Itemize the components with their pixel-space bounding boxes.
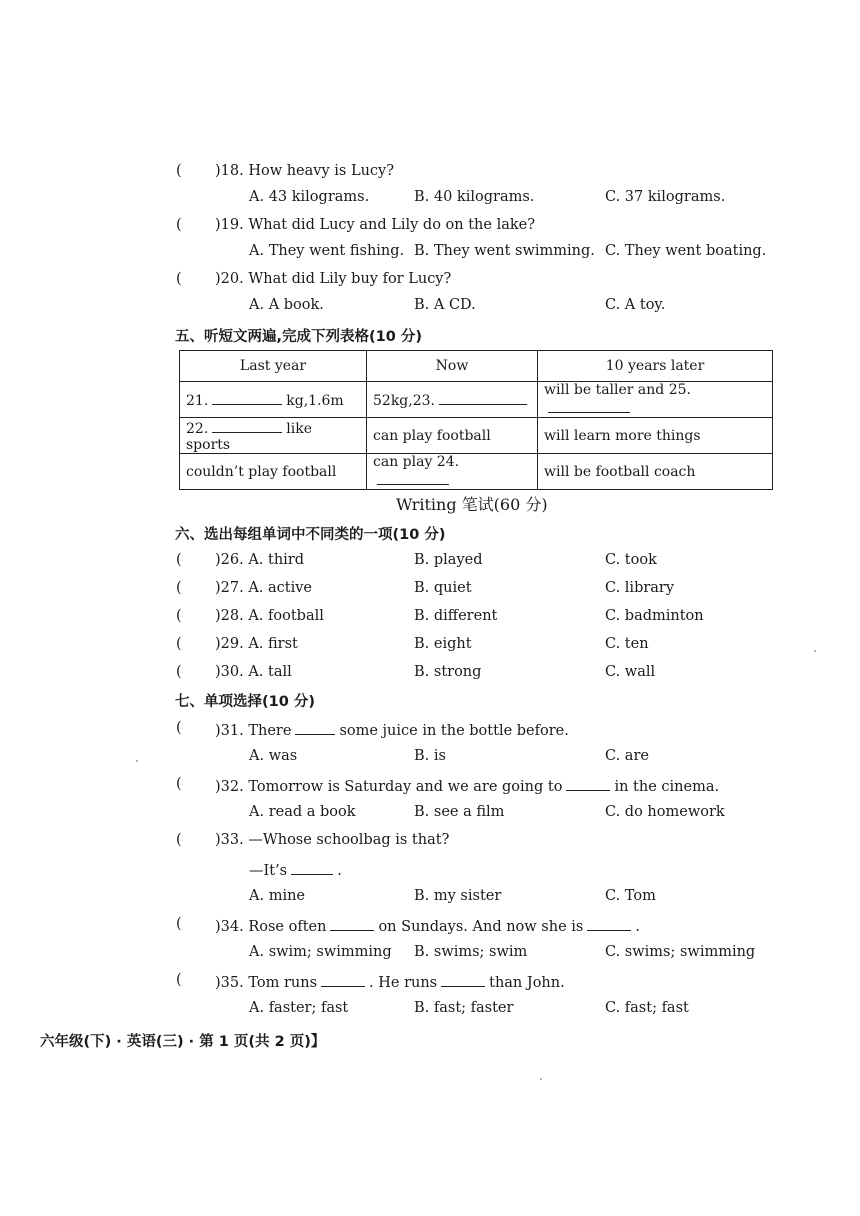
scan-speck <box>814 650 816 652</box>
answer-paren[interactable]: ( <box>176 636 182 652</box>
option-c: C. Tom <box>605 888 656 904</box>
cell-text: can play 24. <box>373 454 460 470</box>
answer-paren[interactable]: ( <box>176 916 182 932</box>
option-c: C. wall <box>605 664 656 680</box>
answer-paren[interactable]: ( <box>176 720 182 736</box>
answer-paren[interactable]: ( <box>176 972 182 988</box>
option-a: A. 43 kilograms. <box>249 189 370 205</box>
option-c: C. badminton <box>605 608 704 624</box>
question-text: )27. A. active <box>215 580 313 596</box>
option-c: C. 37 kilograms. <box>605 189 726 205</box>
question-text: )26. A. third <box>215 552 305 568</box>
table-cell <box>367 454 538 490</box>
option-c: C. fast; fast <box>605 1000 689 1016</box>
listening-table <box>179 350 773 490</box>
answer-paren[interactable]: ( <box>176 608 182 624</box>
question-text: )29. A. first <box>215 636 298 652</box>
answer-paren[interactable]: ( <box>176 832 182 848</box>
dialog-reply: —It’s . <box>249 860 342 879</box>
blank[interactable] <box>295 720 335 735</box>
option-b: B. fast; faster <box>414 1000 514 1016</box>
table-header: 10 years later <box>538 351 773 382</box>
table-cell <box>180 418 367 454</box>
option-a: A. swim; swimming <box>249 944 392 960</box>
cell-text: will be taller and 25. <box>544 382 691 398</box>
question-text: )20. What did Lily buy for Lucy? <box>215 271 452 287</box>
question-text: )35. Tom runs . He runs than John. <box>215 972 565 991</box>
option-b: B. quiet <box>414 580 472 596</box>
option-c: C. are <box>605 748 649 764</box>
blank[interactable] <box>321 972 365 987</box>
option-b: B. A CD. <box>414 297 476 313</box>
option-c: C. A toy. <box>605 297 666 313</box>
option-b: B. 40 kilograms. <box>414 189 535 205</box>
answer-paren[interactable]: ( <box>176 271 182 287</box>
option-c: C. library <box>605 580 675 596</box>
blank-23[interactable] <box>439 390 527 405</box>
table-cell: will learn more things <box>538 418 773 454</box>
question-text: )33. —Whose schoolbag is that? <box>215 832 450 848</box>
option-c: C. swims; swimming <box>605 944 756 960</box>
option-b: B. swims; swim <box>414 944 528 960</box>
answer-paren[interactable]: ( <box>176 217 182 233</box>
option-a: A. read a book <box>249 804 356 820</box>
option-a: A. faster; fast <box>249 1000 349 1016</box>
option-b: B. They went swimming. <box>414 243 595 259</box>
table-cell <box>367 382 538 418</box>
cell-text: 22. <box>186 421 209 437</box>
question-text: )32. Tomorrow is Saturday and we are going to in the cinema. <box>215 776 719 795</box>
writing-title: Writing 笔试(60 分) <box>396 495 548 514</box>
blank[interactable] <box>330 916 374 931</box>
cell-text: like sports <box>186 421 312 453</box>
table-cell <box>180 382 367 418</box>
cell-text: kg,1.6m <box>286 393 344 409</box>
blank[interactable] <box>566 776 610 791</box>
scan-speck <box>136 760 138 762</box>
question-text: )34. Rose often on Sundays. And now she is . <box>215 916 640 935</box>
table-cell <box>538 382 773 418</box>
blank[interactable] <box>587 916 631 931</box>
question-text: )28. A. football <box>215 608 324 624</box>
cell-text: 52kg,23. <box>373 393 435 409</box>
blank-24[interactable] <box>377 470 449 485</box>
option-b: B. different <box>414 608 498 624</box>
answer-paren[interactable]: ( <box>176 776 182 792</box>
option-b: B. my sister <box>414 888 502 904</box>
option-a: A. was <box>249 748 298 764</box>
table-cell: can play football <box>367 418 538 454</box>
question-text: )19. What did Lucy and Lily do on the lake? <box>215 217 536 233</box>
option-b: B. see a film <box>414 804 505 820</box>
option-b: B. eight <box>414 636 472 652</box>
table-header: Now <box>367 351 538 382</box>
option-c: C. ten <box>605 636 649 652</box>
question-text: )18. How heavy is Lucy? <box>215 163 395 179</box>
option-b: B. is <box>414 748 446 764</box>
page-footer: 六年级(下) · 英语(三) · 第 1 页(共 2 页)】 <box>40 1034 326 1050</box>
blank-22[interactable] <box>212 418 282 433</box>
blank-25[interactable] <box>548 398 630 413</box>
question-text: )31. There some juice in the bottle before. <box>215 720 569 739</box>
table-cell: will be football coach <box>538 454 773 490</box>
option-c: C. took <box>605 552 657 568</box>
section-6-title: 六、选出每组单词中不同类的一项(10 分) <box>175 527 446 543</box>
scan-speck <box>540 1078 542 1080</box>
answer-paren[interactable]: ( <box>176 664 182 680</box>
blank[interactable] <box>291 860 333 875</box>
option-a: A. They went fishing. <box>249 243 405 259</box>
cell-text: 21. <box>186 393 209 409</box>
blank[interactable] <box>441 972 485 987</box>
section-5-title: 五、听短文两遍,完成下列表格(10 分) <box>175 329 422 345</box>
option-c: C. They went boating. <box>605 243 767 259</box>
answer-paren[interactable]: ( <box>176 552 182 568</box>
table-cell: couldn’t play football <box>180 454 367 490</box>
answer-paren[interactable]: ( <box>176 580 182 596</box>
option-a: A. A book. <box>249 297 324 313</box>
question-text: )30. A. tall <box>215 664 292 680</box>
option-b: B. played <box>414 552 483 568</box>
answer-paren[interactable]: ( <box>176 163 182 179</box>
option-c: C. do homework <box>605 804 725 820</box>
blank-21[interactable] <box>212 390 282 405</box>
option-b: B. strong <box>414 664 482 680</box>
option-a: A. mine <box>249 888 305 904</box>
section-7-title: 七、单项选择(10 分) <box>175 694 315 710</box>
table-header: Last year <box>180 351 367 382</box>
